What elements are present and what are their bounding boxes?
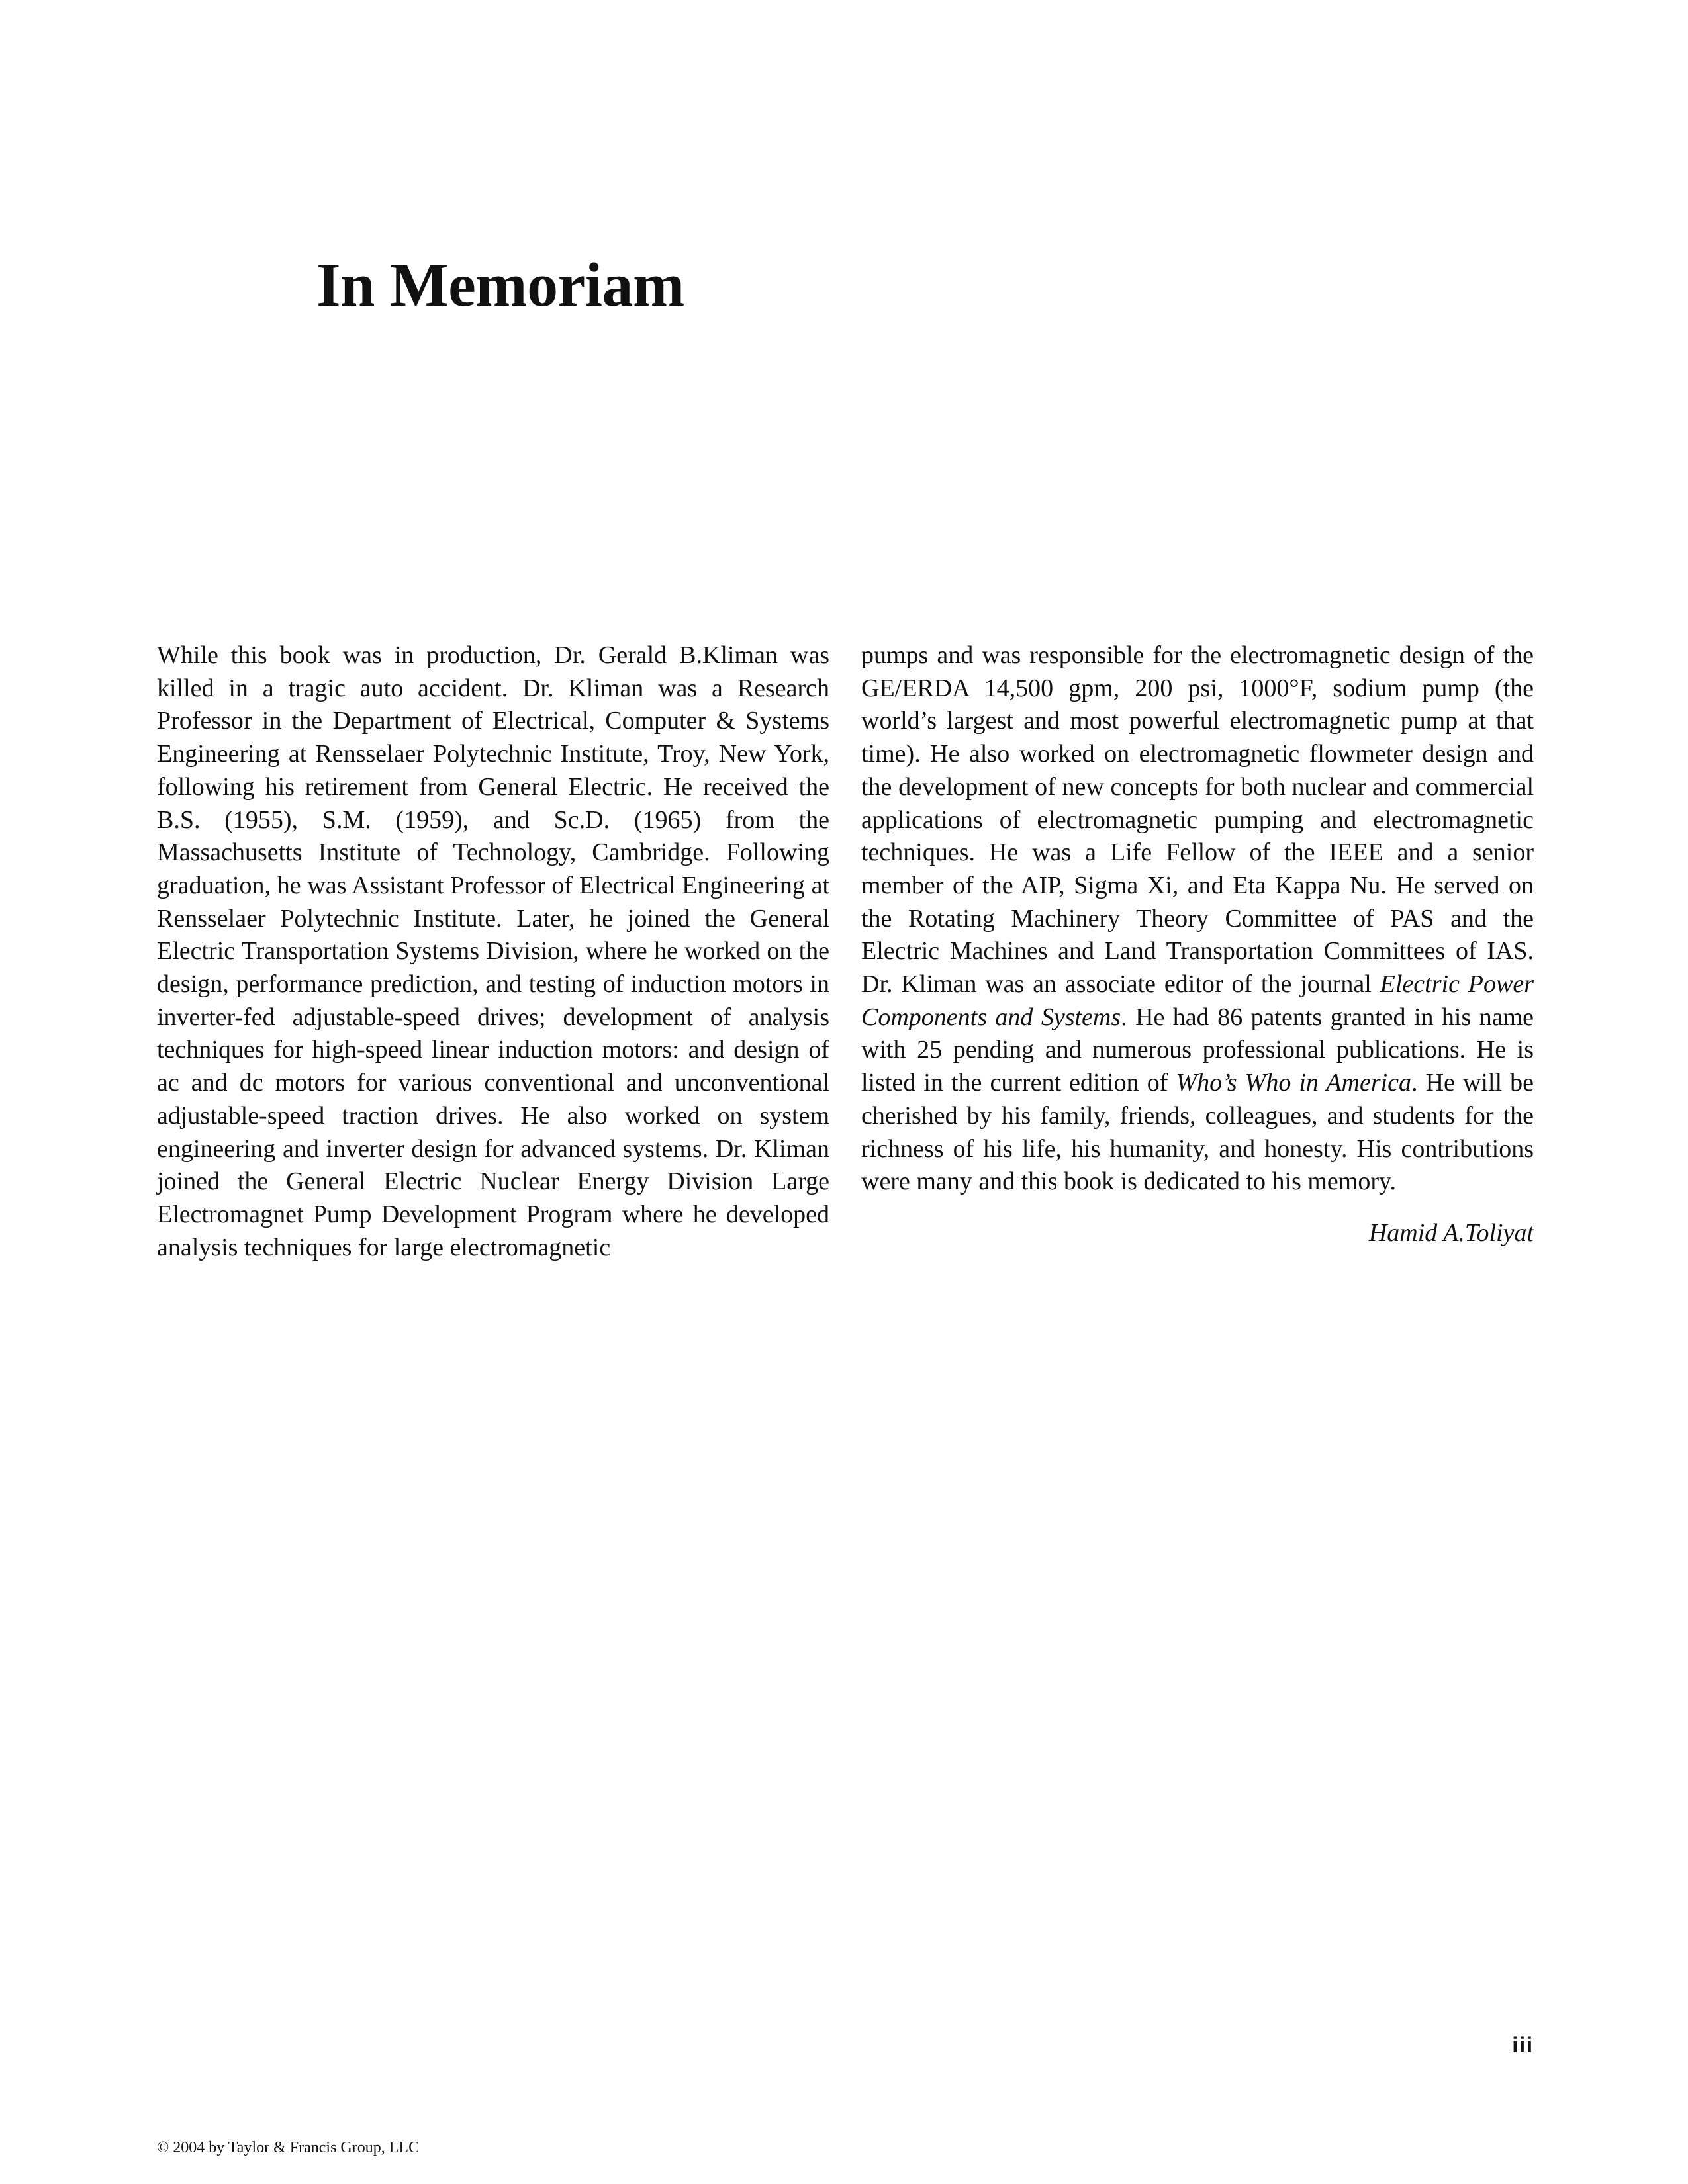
- right-column-paragraph: [861, 639, 1534, 1199]
- paragraph-text-part-2: . He had 86 patents granted in his name with 25 pending and numerous professional publications. He is listed in the current edition of: [861, 1003, 1534, 1097]
- left-column: [157, 639, 829, 1264]
- page-number: iii: [1512, 2033, 1534, 2057]
- page-title: In Memoriam: [316, 251, 684, 320]
- journal-title: Electric Power Components and Systems: [861, 970, 1534, 1031]
- left-column-paragraph: While this book was in production, Dr. Gerald B.Kliman was killed in a tragic auto accident. Dr. Kliman was a Research Professor in the Department of Electrical, Computer & Systems Engineering at Rensselaer Polytechnic Institute, Troy, New York, following his retirement from General Electric. He received the B.S. (1955), S.M. (1959), and Sc.D. (1965) from the Massachusetts Institute of Technology, Cambridge. Following graduation, he was Assistant Professor of Electrical Engineering at Rensselaer Polytechnic Institute. Later, he joined the General Electric Transportation Systems Division, where he worked on the design, performance prediction, and testing of induction motors in inverter-fed adjustable-speed drives; development of analysis techniques for high-speed linear induction motors: and design of ac and dc motors for various conventional and unconventional adjustable-speed traction drives. He also worked on system engineering and inverter design for advanced systems. Dr. Kliman joined the General Electric Nuclear Energy Division Large Electromagnet Pump Development Program where he developed analysis techniques for large electromagnetic: [157, 641, 829, 1261]
- whos-who-title: Who’s Who in America: [1176, 1069, 1412, 1097]
- paragraph-text-part-1: pumps and was responsible for the electromagnetic design of the GE/ERDA 14,500 gpm, 200 psi, 1000°F, sodium pump (the world’s largest and most powerful electromagnetic pump at that time). He also worked on electromagnetic flowmeter design and the development of new concepts for both nuclear and commercial applications of electromagnetic pumping and electromagnetic techniques. He was a Life Fellow of the IEEE and a senior member of the AIP, Sigma Xi, and Eta Kappa Nu. He served on the Rotating Machinery Theory Committee of PAS and the Electric Machines and Land Transportation Committees of IAS. Dr. Kliman was an associate editor of the journal: [861, 641, 1534, 999]
- paragraph-text-part-3: . He will be cherished by his family, friends, colleagues, and students for the richness of his life, his humanity, and honesty. His contributions were many and this book is dedicated to his memory.: [861, 1069, 1534, 1196]
- signature: Hamid A.Toliyat: [1368, 1218, 1534, 1247]
- copyright-notice: © 2004 by Taylor & Francis Group, LLC: [157, 2139, 420, 2156]
- right-column: [861, 639, 1534, 1250]
